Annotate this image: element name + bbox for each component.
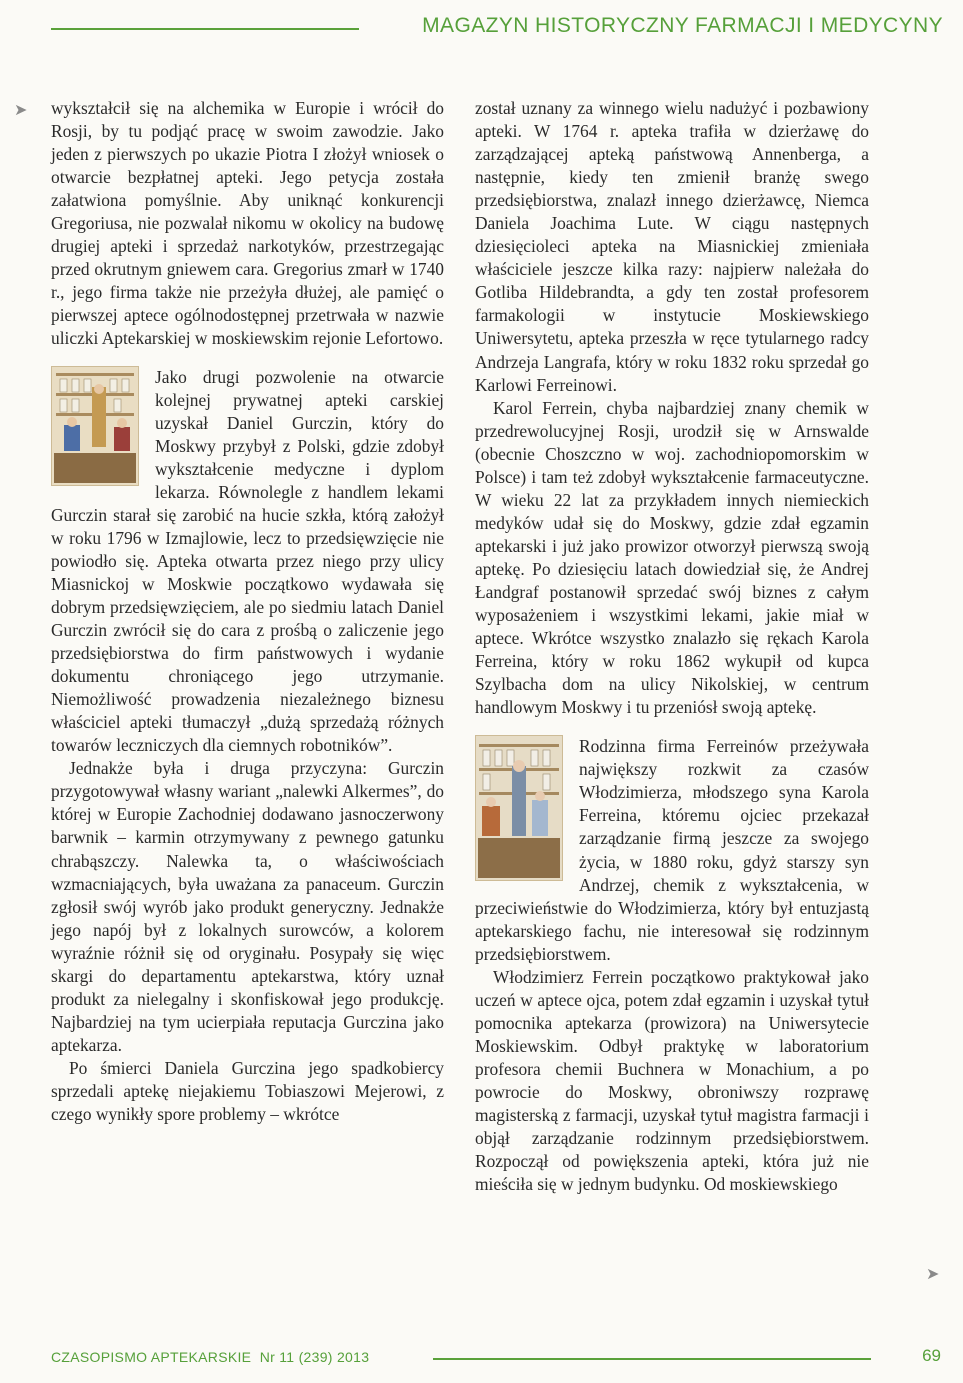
right-column xyxy=(475,97,869,1196)
left-paragraph-3: Jednakże była i druga przyczyna: Gurczin przygotowywał własny wariant „nalewki Alkermes”, do której w Europie Zachodniej dodawano jasnoczerwony barwnik – karmin otrzymywany z pewnego gatunku chrabąszczy. Nalewka ta, o właściwościach wzmacniających, była uważana za panaceum. Gurczin zgłosił swój wyrób jako produkt generyczny. Jednakże jego napój był z lokalnych surowców, a kolorem wyraźnie różnił się od oryginału. Posypały się więc skargi do departamentu aptekarstwa, który uznał produkt za nielegalny i skonfiskował jego produkcję. Najbardziej na tym ucierpiała reputacja Gurczina jako aptekarza. xyxy=(51,758,444,1055)
right-paragraph-1: został uznany za winnego wielu nadużyć i pozbawiony apteki. W 1764 r. apteka trafiła w dzierżawę do zarządzającej apteką państwową Annenberga, a następnie, kiedy ten zmienił branżę swego przedsiębiorstwa, znalazł innego dzierżawcę, Niemca Daniela Joachima Lute. W ciągu następnych dziesięcioleci apteka na Miasnickiej zmieniała właściciele jeszcze kilka razy: najpierw należała do Gotliba Hildebrandta, a gdy ten został profesorem farmakologii w instytucie Moskiewskiego Uniwersytetu, apteka przeszła w ręce tytularnego radcy Andrzeja Langrafa, który w roku 1832 roku sprzedał go Karlowi Ferreinowi. xyxy=(475,98,869,395)
left-paragraph-1: wykształcił się na alchemika w Europie i wrócił do Rosji, by tu podjąć pracę w swoim zawodzie. Jako jeden z pierwszych po ukazie Piotra I złożył wniosek o otwarcie bezpłatnej apteki. Jego petycja została załatwiona pomyślnie. Aby uniknąć konkurencji Gregoriusa, nie pozwalał nikomu w okolicy na budowę drugiej apteki i sprzedaż narkotyków, przestrzegając przed okrutnym gniewem cara. Gregorius zmarł w 1740 r., jego firma także nie przeżyła dłużej, ale pamięć o pierwszej aptece ogólnodostępnej przetrwała w nazwie uliczki Aptekarskiej w moskiewskim rejonie Lefortowo. xyxy=(51,98,444,349)
page-number: 69 xyxy=(922,1346,941,1365)
continue-arrow-icon: ➤ xyxy=(14,102,28,119)
footer-journal-name: CZASOPISMO APTEKARSKIE Nr 11 (239) 2013 xyxy=(51,1349,370,1365)
left-paragraph-2: Jako drugi pozwolenie na otwarcie kolejnej prywatnej apteki carskiej uzyskał Daniel Gurczin, który do Moskwy przybył z Polski, gdzie zdobył wykształcenie medyczne i dyplom lekarza. Równolegle z handlem lekami Gurczin starał się zarobić na hucie szkła, którą założył w roku 1796 w Izmajlowie, lecz to przedsięwzięcie nie powiodło się. Apteka otwarta przez niego przy ulicy Miasnickoj w Moskwie początkowo wydawała się dobrym przedsięwzięciem, ale po siedmiu latach Daniel Gurczin zwrócił się do cara z prośbą o zaliczenie jego przedsiębiorstwa do firm państwowych i wydanie dokumentu chroniącego jego utrzymanie. Niemożliwość prowadzenia niezależnego biznesu właściciel apteki tłumaczył „dużą sprzedażą różnych towarów leczniczych dla ciemnych robotników”. xyxy=(51,366,444,756)
right-paragraph-2: Karol Ferrein, chyba najbardziej znany chemik w przedrewolucyjnej Rosji, urodził się w Arnswalde (obecnie Choszczno w woj. zachodniopomorskim w Polsce) i tam też zdobył wykształcenie farmaceutyczne. W wieku 22 lat za przykładem innych niemieckich medyków udał się do Moskwy, gdzie zdał egzamin aptekarski i już jako prowizor otworzył pierwszą swoją aptekę. Po dziesięciu latach dowiedział się, że Andrej Łandgraf postanowił sprzedać swój biznes z całym wyposażeniem i wszystkimi lekami, jakie miał w aptece. Wkrótce wszystko znalazło się rękach Karola Ferreina, który w roku 1862 wykupił od kupca Szylbacha dom na ulicy Nikolskiej, w centrum handlowym Moskwy i tu przeniósł swoją aptekę. xyxy=(475,397,869,718)
header-rule xyxy=(51,28,359,30)
right-paragraph-3: Rodzinna firma Ferreinów przeżywała największy rozkwit za czasów Włodzimierza, młodszego syna Karola Ferreina, któremu ojciec przekazał zarządzanie firmą jeszcze za swojego życia, w 1880 roku, gdyż starszy syn Andrzej, chemik z wykształcenia, w przeciwieństwie do Włodzimierza, który był entuzjastą aptekarskiego fachu, nie interesował się rodzinnym przedsiębiorstwem. xyxy=(475,736,869,964)
pharmacy-illustration-2 xyxy=(475,735,563,881)
footer-rule xyxy=(433,1358,871,1360)
continue-arrow-icon: ➤ xyxy=(926,1266,940,1283)
right-paragraph-4: Włodzimierz Ferrein początkowo praktykował jako uczeń w aptece ojca, potem zdał egzamin i uzyskał tytuł pomocnika aptekarza (prowizora) na Uniwersytecie Moskiewskim. Odbył praktykę w laboratorium profesora chemii Buchnera w Monachium, a po powrocie do Moskwy, obroniwszy rozprawę magisterską z farmacji, uzyskał tytuł magistra farmacji i objął zarządzanie rodzinnym przedsiębiorstwem. Rozpoczął od powiększenia apteki, która już nie mieściła się w jednym budynku. Od moskiewskiego xyxy=(475,966,869,1195)
left-column xyxy=(51,97,444,1126)
magazine-section-title: MAGAZYN HISTORYCZNY FARMACJI I MEDYCYNY xyxy=(422,14,943,37)
left-paragraph-4: Po śmierci Daniela Gurczina jego spadkobiercy sprzedali aptekę niejakiemu Tobiaszowi Mejerowi, z czego wynikły spore problemy – wkrótce xyxy=(51,1057,444,1125)
pharmacy-illustration-1 xyxy=(51,366,139,486)
